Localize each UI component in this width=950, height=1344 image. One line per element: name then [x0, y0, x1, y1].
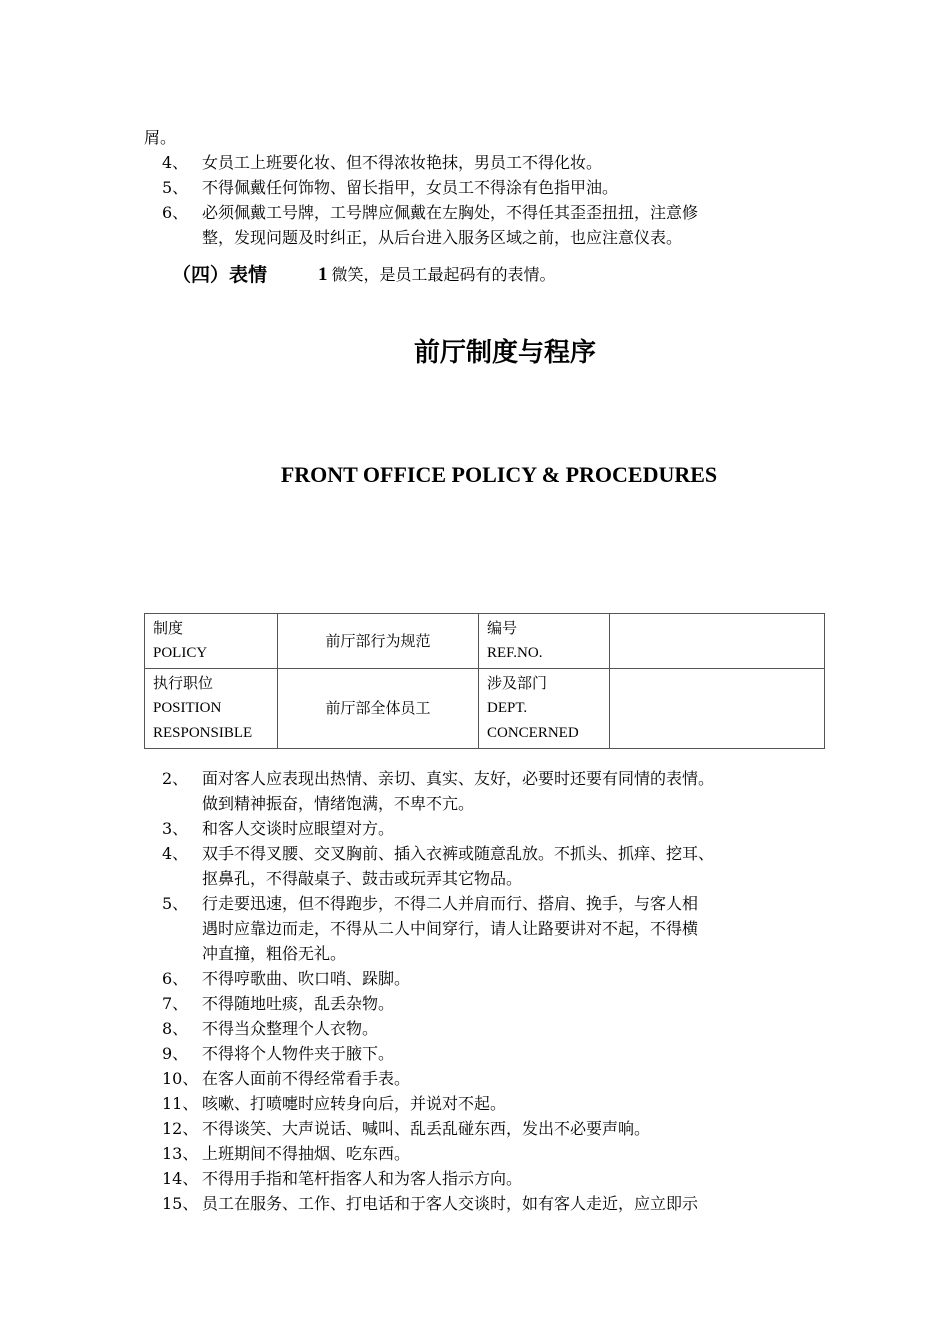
list-item-number: 5、: [162, 178, 189, 197]
list-item-text: 双手不得叉腰、交叉胸前、插入衣裤或随意乱放。不抓头、抓痒、挖耳、: [202, 844, 715, 863]
list-item-number: 5、: [162, 894, 189, 913]
list-item-text: 必须佩戴工号牌，工号牌应佩戴在左胸处，不得任其歪歪扭扭，注意修: [202, 203, 699, 222]
list-item-text: 女员工上班要化妆、但不得浓妆艳抹，男员工不得化妆。: [202, 153, 603, 172]
list-item-text: 咳嗽、打喷嚏时应转身向后，并说对不起。: [202, 1094, 507, 1113]
ref-label-cn: 编号: [487, 619, 518, 637]
list-item-text: 冲直撞，粗俗无礼。: [202, 944, 347, 963]
list-item-text: 整，发现问题及时纠正，从后台进入服务区域之前，也应注意仪表。: [202, 228, 683, 247]
list-item-number: 4、: [162, 844, 189, 863]
list-item-number: 9、: [162, 1044, 189, 1063]
list-item-number: 12、: [162, 1119, 199, 1138]
list-item-text: 员工在服务、工作、打电话和于客人交谈时，如有客人走近，应立即示: [202, 1194, 699, 1213]
section-text: [318, 262, 556, 288]
title-english: FRONT OFFICE POLICY & PROCEDURES: [280, 462, 718, 487]
list-item-number: 6、: [162, 203, 189, 222]
list-item-text: 不得用手指和笔杆指客人和为客人指示方向。: [202, 1169, 523, 1188]
list-item-text: 不得随地吐痰，乱丢杂物。: [202, 994, 395, 1013]
dept-label-en: DEPT.: [487, 700, 528, 716]
list-item-number: 2、: [162, 769, 189, 788]
ref-label-en: REF.NO.: [487, 645, 543, 661]
policy-table: [144, 613, 825, 749]
dept-label-en-2: CONCERNED: [487, 725, 579, 741]
title-chinese: 前厅制度与程序: [413, 338, 596, 368]
list-item-number: 15、: [162, 1194, 199, 1213]
list-item-text: 面对客人应表现出热情、亲切、真实、友好，必要时还要有同情的表情。: [202, 769, 715, 788]
list-item-number: 13、: [162, 1144, 199, 1163]
ref-value: [610, 614, 825, 669]
table-row: [145, 614, 825, 669]
dept-label-cn: 涉及部门: [487, 674, 548, 692]
policy-value: 前厅部行为规范: [278, 614, 479, 669]
table-row: [145, 669, 825, 749]
section-sentence: 微笑，是员工最起码有的表情。: [331, 265, 556, 284]
list-item-text: 上班期间不得抽烟、吃东西。: [202, 1144, 411, 1163]
list-item-number: 8、: [162, 1019, 189, 1038]
list-item-number: 4、: [162, 153, 189, 172]
position-label-cn: 执行职位: [153, 674, 214, 692]
list-item-text: 遇时应靠边而走，不得从二人中间穿行，请人让路要讲对不起，不得横: [202, 919, 699, 938]
dept-value: [610, 669, 825, 749]
list-item-text: 不得当众整理个人衣物。: [202, 1019, 379, 1038]
list-item-text: 和客人交谈时应眼望对方。: [202, 819, 395, 838]
policy-label-cn: 制度: [153, 619, 184, 637]
section-heading: （四）表情: [172, 264, 268, 286]
list-item-text: 在客人面前不得经常看手表。: [202, 1069, 411, 1088]
list-item-number: 7、: [162, 994, 189, 1013]
list-item-text: 不得谈笑、大声说话、喊叫、乱丢乱碰东西，发出不必要声响。: [202, 1119, 651, 1138]
policy-label-en: POLICY: [153, 645, 208, 661]
continued-text: 屑。: [144, 128, 177, 147]
position-label-en-2: RESPONSIBLE: [153, 725, 253, 741]
list-item-text: 抠鼻孔，不得敲桌子、鼓击或玩弄其它物品。: [202, 869, 523, 888]
list-item-text: 不得将个人物件夹于腋下。: [202, 1044, 395, 1063]
list-item-number: 11、: [162, 1094, 199, 1113]
position-value: 前厅部全体员工: [278, 669, 479, 749]
list-item-number: 6、: [162, 969, 189, 988]
list-item-text: 不得佩戴任何饰物、留长指甲，女员工不得涂有色指甲油。: [202, 178, 619, 197]
list-item-text: 行走要迅速，但不得跑步，不得二人并肩而行、搭肩、挽手，与客人相: [202, 894, 699, 913]
table-cell: [479, 614, 610, 669]
table-cell: [145, 614, 278, 669]
table-cell: [479, 669, 610, 749]
list-item-number: 14、: [162, 1169, 199, 1188]
position-label-en: POSITION: [153, 700, 222, 716]
section-number: 1: [318, 264, 328, 285]
list-item-number: 3、: [162, 819, 189, 838]
list-item-text: 不得哼歌曲、吹口哨、跺脚。: [202, 969, 411, 988]
list-item-text: 做到精神振奋，情绪饱满，不卑不亢。: [202, 794, 475, 813]
table-cell: [145, 669, 278, 749]
list-item-number: 10、: [162, 1069, 199, 1088]
